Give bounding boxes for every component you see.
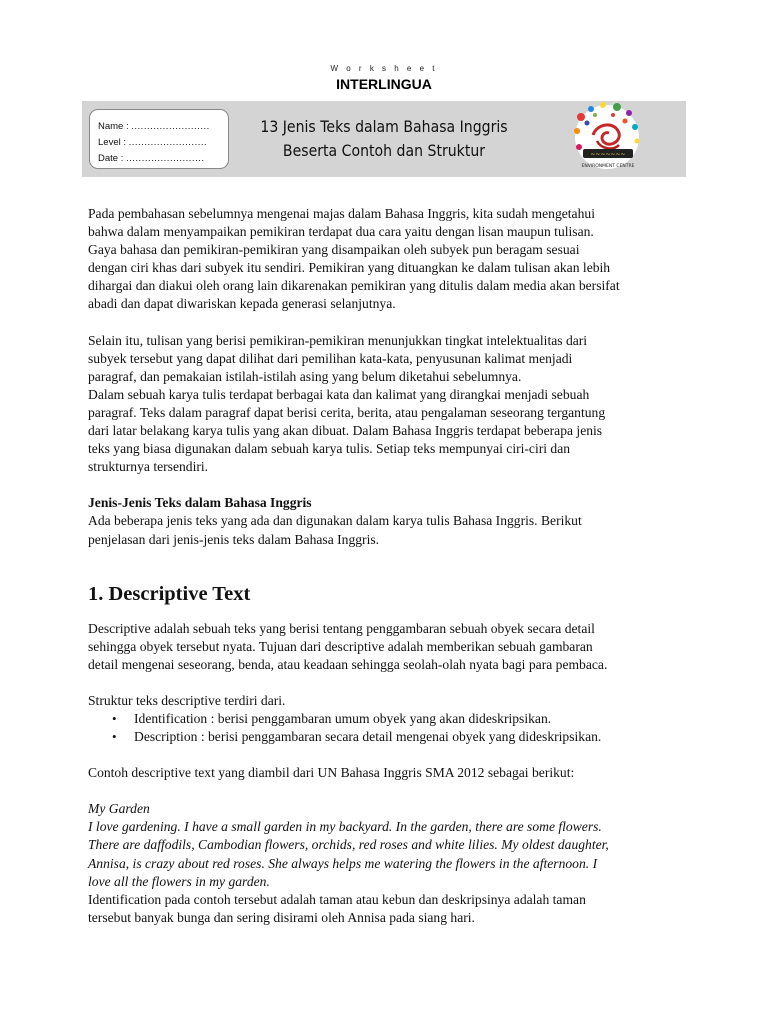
date-field[interactable]: Date : .........................	[98, 153, 205, 164]
name-field[interactable]: Name : .........................	[98, 121, 210, 132]
svg-text:~~~~~~~: ~~~~~~~	[590, 151, 626, 158]
banner-title-line1: 13 Jenis Teks dalam Bahasa Inggris	[260, 117, 508, 136]
list-item: • Description : berisi penggambaran secara detail mengenai obyek yang dideskripsikan.	[112, 728, 688, 746]
banner-title-line2: Beserta Contoh dan Struktur	[282, 141, 486, 160]
second-paragraph: Selain itu, tulisan yang berisi pemikiran-pemikiran menunjukkan tingkat intelektualitas dari subyek tersebut yang dapat dilihat dari pemilihan kata-kata, penyusunan kalimat menjadi paragraf, dan pemakaian istilah-istilah asing yang belum diketahui sebelumnya. Dalam sebuah karya tulis terdapat berbagai kata dan kalimat yang dirangkai menjadi sebuah paragraf. Teks dalam paragraf dapat berisi cerita, berita, atau pengalaman seseorang tergantung dari latar belakang karya tulis yang akan dibuat. Dalam Bahasa Inggris terdapat beberapa jenis teks yang biasa digunakan dalam sebuah karya tulis. Setiap teks mempunyai ciri-ciri dan strukturnya tersendiri.	[88, 332, 606, 475]
header-banner	[82, 101, 686, 177]
intro-paragraph: Pada pembahasan sebelumnya mengenai majas dalam Bahasa Inggris, kita sudah mengetahui bahwa dalam menyampaikan pemikiran terdapat dua cara yaitu dengan lisan maupun tulisan. Gaya bahasa dan pemikiran-pemikiran yang disampaikan oleh subyek pun beragam sesuai dengan ciri khas dari subyek itu sendiri. Pemikiran yang dituangkan ke dalam tulisan akan lebih dihargai dan diakui oleh orang lain dikarenakan pemikiran yang ditulis dalam media akan bersifat abadi dan dapat diwariskan kepada generasi selanjutnya.	[88, 206, 620, 312]
svg-text:ENVIRONMENT CENTRE: ENVIRONMENT CENTRE	[581, 164, 635, 169]
subheading: Jenis-Jenis Teks dalam Bahasa Inggris	[88, 495, 312, 511]
level-field[interactable]: Level : .........................	[98, 137, 208, 148]
list-item: • Identification : berisi penggambaran umum obyek yang akan dideskripsikan.	[112, 710, 688, 728]
structure-intro: Struktur teks descriptive terdiri dari.	[88, 692, 286, 708]
student-info-box	[89, 109, 229, 169]
subheading-paragraph: Ada beberapa jenis teks yang ada dan digunakan dalam karya tulis Bahasa Inggris. Berikut penjelasan dari jenis-jenis teks dalam Bahasa Inggris.	[88, 513, 582, 547]
example-title: My Garden	[88, 801, 150, 817]
structure-list	[88, 710, 688, 746]
article-body	[88, 205, 688, 927]
section-heading: 1. Descriptive Text	[88, 582, 251, 605]
interlingua-logo-icon	[567, 101, 677, 177]
explanation-paragraph: Identification pada contoh tersebut adalah taman atau kebun dan deskripsinya adalah taman tersebut banyak bunga dan sering disirami oleh Annisa pada siang hari.	[88, 891, 586, 925]
worksheet-title: INTERLINGUA	[336, 76, 432, 92]
example-text: I love gardening. I have a small garden in my backyard. In the garden, there are some flowers. There are daffodils, Cambodian flowers, orchids, red roses and white lilies. My oldest daughter, Annisa, is crazy about red roses. She always helps me watering the flowers in the afternoon. I love all the flowers in my garden.	[88, 819, 609, 889]
worksheet-label: W o r k s h e e t	[330, 64, 438, 73]
example-intro: Contoh descriptive text yang diambil dari UN Bahasa Inggris SMA 2012 sebagai berikut:	[88, 765, 575, 781]
descriptive-paragraph: Descriptive adalah sebuah teks yang berisi tentang penggambaran sebuah obyek secara detail sehingga obyek tersebut nyata. Tujuan dari descriptive adalah memberikan sebuah gambaran detail mengenai seseorang, benda, atau keadaan sehingga seolah-olah nyata bagi para pembaca.	[88, 620, 608, 672]
